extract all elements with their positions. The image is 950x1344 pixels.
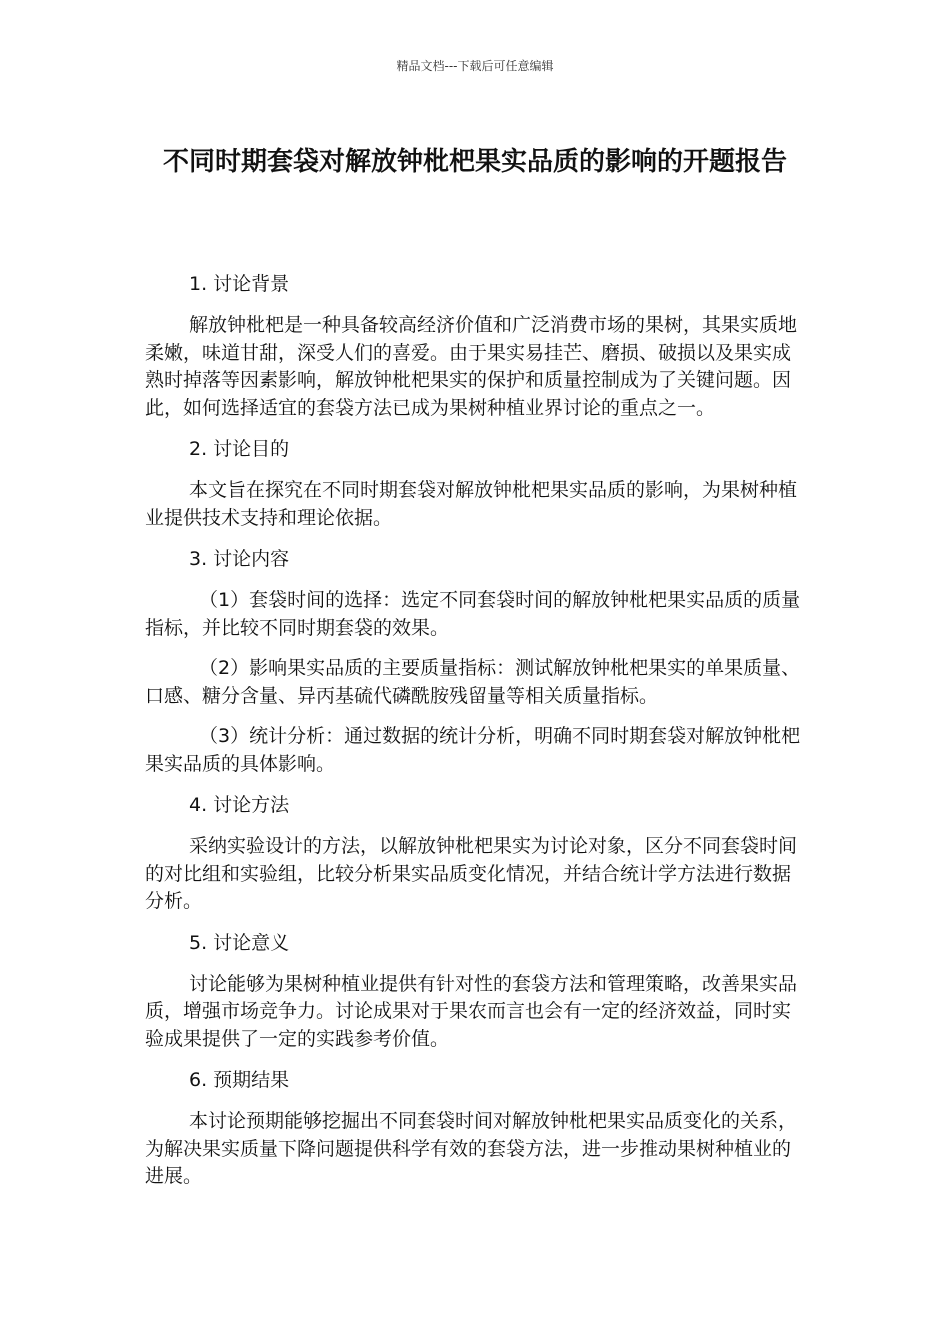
section-heading: 3. 讨论内容	[189, 548, 290, 570]
section-paragraph: 讨论能够为果树种植业提供有针对性的套袋方法和管理策略，改善果实品质，增强市场竞争力。讨论成果对于果农而言也会有一定的经济效益，同时实验成果提供了一定的实践参考价值。	[145, 972, 798, 1050]
section-heading: 4. 讨论方法	[189, 794, 290, 816]
section-purpose	[145, 435, 805, 532]
section-method	[145, 791, 805, 916]
section-paragraph: （1）套袋时间的选择：选定不同套袋时间的解放钟枇杷果实品质的质量指标，并比较不同时期套袋的效果。	[145, 589, 801, 639]
section-heading: 2. 讨论目的	[189, 438, 290, 460]
section-expected-results	[145, 1066, 805, 1191]
document-title: 不同时期套袋对解放钟枇杷果实品质的影响的开题报告	[162, 147, 787, 177]
section-paragraph: 本讨论预期能够挖掘出不同套袋时间对解放钟枇杷果实品质变化的关系，为解决果实质量下降问题提供科学有效的套袋方法，进一步推动果树种植业的进展。	[145, 1110, 798, 1187]
header-note: 精品文档---下载后可任意编辑	[396, 59, 554, 73]
section-background	[145, 270, 805, 422]
document-body	[145, 270, 805, 1204]
section-paragraph: 采纳实验设计的方法，以解放钟枇杷果实为讨论对象，区分不同套袋时间的对比组和实验组，比较分析果实品质变化情况，并结合统计学方法进行数据分析。	[145, 835, 798, 912]
section-paragraph: （2）影响果实品质的主要质量指标：测试解放钟枇杷果实的单果质量、口感、糖分含量、异丙基硫代磷酰胺残留量等相关质量指标。	[145, 657, 801, 707]
section-heading: 6. 预期结果	[189, 1069, 290, 1091]
section-significance	[145, 929, 805, 1054]
section-heading: 5. 讨论意义	[189, 931, 290, 954]
section-content	[145, 545, 805, 778]
section-paragraph: （3）统计分析：通过数据的统计分析，明确不同时期套袋对解放钟枇杷果实品质的具体影响。	[145, 725, 801, 775]
section-paragraph: 解放钟枇杷是一种具备较高经济价值和广泛消费市场的果树，其果实质地柔嫩，味道甘甜，深受人们的喜爱。由于果实易挂芒、磨损、破损以及果实成熟时掉落等因素影响，解放钟枇杷果实的保护和质量控制成为了关键问题。因此，如何选择适宜的套袋方法已成为果树种植业界讨论的重点之一。	[145, 314, 798, 419]
section-heading: 1. 讨论背景	[189, 273, 290, 295]
section-paragraph: 本文旨在探究在不同时期套袋对解放钟枇杷果实品质的影响，为果树种植业提供技术支持和理论依据。	[145, 479, 798, 529]
